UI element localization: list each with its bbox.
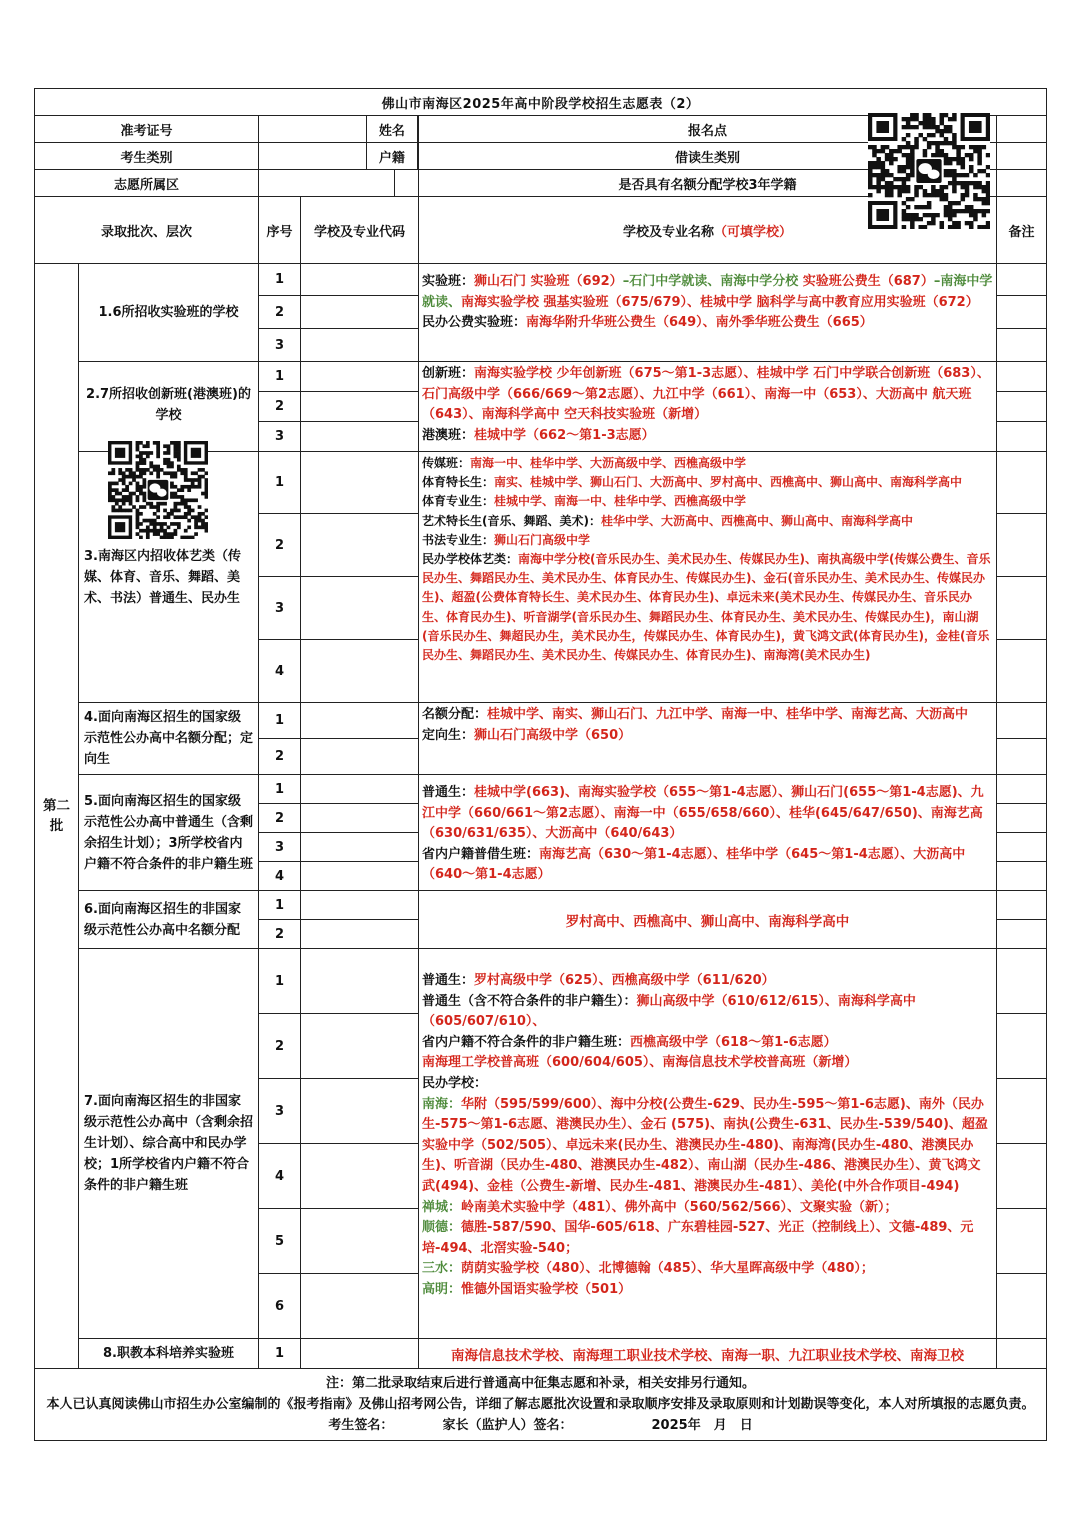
seq-number: 4 [259,640,301,703]
seq-number: 3 [259,329,301,362]
seq-number: 2 [259,804,301,833]
seq-number: 2 [259,392,301,422]
remark-field[interactable] [997,1209,1047,1274]
student-type-label: 考生类别 [35,143,259,170]
remark-field[interactable] [997,392,1047,422]
seq-number: 1 [259,264,301,296]
code-col-header: 学校及专业代码 [301,197,419,264]
code-field[interactable] [301,1339,419,1369]
code-field[interactable] [301,1144,419,1209]
code-field[interactable] [301,1274,419,1339]
section-5-content: 普通生：桂城中学(663)、南海实验学校（655～第1-4志愿）、狮山石门(655～第1-4志愿)、九江中学（660/661～第2志愿）、南海一中（655/658/660）、桂华(645/647/650)、南海艺高（630/631/635）、大沥高中（640/643） 省内户籍普借生班：南海艺高（630～第1-4志愿）、桂华中学（645～第1-4志愿）、大沥高中（640～第1-4志愿） [419,775,997,891]
remark-field[interactable] [997,739,1047,775]
signature-line [35,1415,1046,1436]
huji-label: 户籍 [366,143,417,169]
remark-field[interactable] [997,920,1047,949]
code-field[interactable] [301,804,419,833]
seq-number: 2 [259,1014,301,1079]
remark-field[interactable] [997,891,1047,920]
section-4-title: 4.面向南海区招生的国家级示范性公办高中名额分配；定向生 [79,703,259,775]
district-field[interactable] [259,170,395,196]
code-field[interactable] [301,1079,419,1144]
borrow-type-field[interactable] [997,143,1047,170]
form-title: 佛山市南海区2025年高中阶段学校招生志愿表（2） [35,89,1047,116]
remark-field[interactable] [997,1274,1047,1339]
code-field[interactable] [301,452,419,514]
section-8-title: 8.职教本科培养实验班 [79,1339,259,1369]
seq-number: 1 [259,703,301,739]
name-col-hint: （可填学校） [714,224,793,240]
section-4-content: 名额分配：桂城中学、南实、狮山石门、九江中学、南海一中、桂华中学、南海艺高、大沥高中 定向生：狮山石门高级中学（650） [419,703,997,775]
code-field[interactable] [301,1014,419,1079]
code-field[interactable] [301,296,419,329]
application-form [34,88,1046,1441]
remark-field[interactable] [997,703,1047,739]
seq-number: 5 [259,1209,301,1274]
batch-label: 第二批 [35,264,79,1369]
seq-number: 1 [259,775,301,804]
remark-field[interactable] [997,514,1047,577]
remark-field[interactable] [997,833,1047,862]
code-field[interactable] [301,833,419,862]
remark-field[interactable] [997,640,1047,703]
code-field[interactable] [301,362,419,392]
code-field[interactable] [301,329,419,362]
section-1-content: 实验班：狮山石门 实验班（692）–石门中学就读、南海中学分校 实验班公费生（687）–南海中学就读、南海实验学校 强基实验班（675/679）、桂城中学 脑科学与高中教育应用实验班（672） 民办公费实验班：南海华附升华班公费生（649）、南外季华班公费生（665） [419,264,997,362]
remark-field[interactable] [997,775,1047,804]
section-7-content: 普通生：罗村高级中学（625）、西樵高级中学（611/620） 普通生（含不符合条件的非户籍生）：狮山高级中学（610/612/615）、南海科学高中（605/607/610）、 省内户籍不符合条件的非户籍生班：西樵高级中学（618～第1-6志愿） 南海理工学校普高班（600/604/605）、南海信息技术学校普高班（新增） 民办学校： 南海：华附（595/599/600）、海中分校(公费生-629、民办生-595～第1-6志愿)、南外（民办生-575～第1-6志愿、港澳民办生）、金石 (575)、南执(公费生-631、民办生-539/540)、超盈实验中学（502/505）、卓远未来(民办生、港澳民办生-480)、南海湾(民办生-480、港澳民办生)、听音湖（民办生-480、港澳民办生-482）、南山湖（民办生-486、港澳民办生）、黄飞鸿文武(494)、金桂（公费生-新增、民办生-481、港澳民办生-481）、美伦(中外合作项目-494) 禅城：岭南美术实验中学（481）、佛外高中（560/562/566）、文聚实验（新）； 顺德：德胜-587/590、国华-605/618、广东碧桂园-527、光正（控制线上）、文德-489、元培-494、北滘实验-540； 三水：荫荫实验学校（480）、北博德翰（485）、华大星晖高级中学（480）； 高明：惟德外国语实验学校（501） [419,949,997,1339]
student-sign-label: 考生签名： [328,1418,394,1433]
exam-id-label: 准考证号 [120,123,173,139]
section-5-title: 5.面向南海区招生的国家级示范性公办高中普通生（含剩余招生计划）；3所学校省内户籍不符合条件的非户籍生班 [79,775,259,891]
section-6-title: 6.面向南海区招生的非国家级示范性公办高中名额分配 [79,891,259,949]
section-2-title: 2.7所招收创新班(港澳班)的学校 [79,362,259,452]
code-field[interactable] [301,891,419,920]
section-3-title: 3.南海区内招收体艺类（传媒、体育、音乐、舞蹈、美术、书法）普通生、民办生 [79,452,259,703]
seq-number: 2 [259,296,301,329]
seq-number: 1 [259,452,301,514]
code-field[interactable] [301,1209,419,1274]
footer-note: 注：第二批录取结束后进行普通高中征集志愿和补录，相关安排另行通知。 [326,1376,756,1391]
code-field[interactable] [301,514,419,577]
remark-field[interactable] [997,1014,1047,1079]
footer-declaration: 本人已认真阅读佛山市招生办公室编制的《报考指南》及佛山招考网公告，详细了解志愿批次设置和录取顺序安排及录取原则和计划勘误等变化，本人对所填报的志愿负责。 [46,1397,1035,1412]
code-field[interactable] [301,640,419,703]
remark-field[interactable] [997,452,1047,514]
quota-field[interactable] [997,170,1047,197]
remark-field[interactable] [997,1079,1047,1144]
seq-number: 4 [259,862,301,891]
section-2-content: 创新班：南海实验学校 少年创新班（675～第1-3志愿）、桂城中学 石门中学联合创新班（683）、石门高级中学（666/669～第2志愿）、九江中学（661）、南海一中（653）、大沥高中 航天班（643）、南海科学高中 空天科技实验班（新增） 港澳班：桂城中学（662～第1-3志愿） [419,362,997,452]
code-field[interactable] [301,920,419,949]
seq-number: 1 [259,949,301,1014]
form-table [34,88,1047,1441]
student-type-field[interactable] [259,143,366,169]
name-label: 姓名 [366,116,417,142]
borrow-type-label: 借读生类别 [419,143,997,170]
seq-col-header: 序号 [259,197,301,264]
section-7-title: 7.面向南海区招生的非国家级示范性公办高中（含剩余招生计划）、综合高中和民办学校；1所学校省内户籍不符合条件的非户籍生班 [79,949,259,1339]
remark-field[interactable] [997,264,1047,296]
seq-number: 1 [259,362,301,392]
seq-number: 3 [259,577,301,640]
reg-point-field[interactable] [997,116,1047,143]
wechat-qr-code-icon [108,441,208,539]
code-field[interactable] [301,392,419,422]
code-field[interactable] [301,862,419,891]
section-1-title: 1.6所招收实验班的学校 [79,264,259,362]
remark-field[interactable] [997,862,1047,891]
remark-field[interactable] [997,296,1047,329]
code-field[interactable] [301,422,419,452]
code-field[interactable] [301,703,419,739]
remark-col-header: 备注 [997,197,1047,264]
reg-point-label: 报名点 [419,116,997,143]
wechat-qr-code-icon [868,113,990,229]
remark-field[interactable] [997,1144,1047,1209]
remark-field[interactable] [997,329,1047,362]
seq-number: 2 [259,739,301,775]
remark-field[interactable] [997,949,1047,1014]
seq-number: 1 [259,1339,301,1369]
seq-number: 3 [259,422,301,452]
section-6-content: 罗村高中、西樵高中、狮山高中、南海科学高中 [419,891,997,949]
name-col-text: 学校及专业名称 [622,224,714,240]
date-label: 2025年 月 日 [651,1418,753,1433]
quota-question-label: 是否具有名额分配学校3年学籍 [419,170,997,197]
code-field[interactable] [301,577,419,640]
section-3-content: 传媒班：南海一中、桂华中学、大沥高级中学、西樵高级中学 体育特长生：南实、桂城中学、狮山石门、大沥高中、罗村高中、西樵高中、狮山高中、南海科学高中 体育专业生：桂城中学、南海一中、桂华中学、西樵高级中学 艺术特长生(音乐、舞蹈、美术)：桂华中学、大沥高中、西樵高中、狮山高中、南海科学高中 书法专业生：狮山石门高级中学 民办学校体艺类：南海中学分校(音乐民办生、美术民办生、传媒民办生)、南执高级中学(传媒公费生、音乐民办生、舞蹈民办生、美术民办生、体育民办生、传媒民办生)、金石(音乐民办生、美术民办生、传媒民办生)、超盈(公费体育特长生、美术民办生、体育民办生)、卓远未来(美术民办生、传媒民办生、音乐民办生、体育民办生)、听音湖学(音乐民办生、舞蹈民办生、体育民办生、美术民办生、传媒民办生)，南山湖(音乐民办生、舞超民办生，美术民办生，传媒民办生、体育民办生)，黄飞鸿文武(体育民办生)，金桂(音乐民办生、舞蹈民办生、美术民办生、传媒民办生、体育民办生)、南海湾(美术民办生) [419,452,997,703]
seq-number: 1 [259,891,301,920]
remark-field[interactable] [997,422,1047,452]
district-label: 志愿所属区 [35,170,259,197]
form-footer [35,1369,1047,1441]
code-field[interactable] [301,949,419,1014]
remark-field[interactable] [997,1339,1047,1369]
remark-field[interactable] [997,362,1047,392]
remark-field[interactable] [997,577,1047,640]
code-field[interactable] [301,775,419,804]
batch-col-header: 录取批次、层次 [35,197,259,264]
seq-number: 4 [259,1144,301,1209]
seq-number: 6 [259,1274,301,1339]
code-field[interactable] [301,264,419,296]
seq-number: 3 [259,833,301,862]
remark-field[interactable] [997,804,1047,833]
code-field[interactable] [301,739,419,775]
section-8-content: 南海信息技术学校、南海理工职业技术学校、南海一职、九江职业技术学校、南海卫校 [419,1339,997,1369]
parent-sign-label: 家长（监护人）签名： [442,1418,573,1433]
seq-number: 2 [259,920,301,949]
exam-id-field[interactable] [259,116,366,142]
seq-number: 2 [259,514,301,577]
seq-number: 3 [259,1079,301,1144]
